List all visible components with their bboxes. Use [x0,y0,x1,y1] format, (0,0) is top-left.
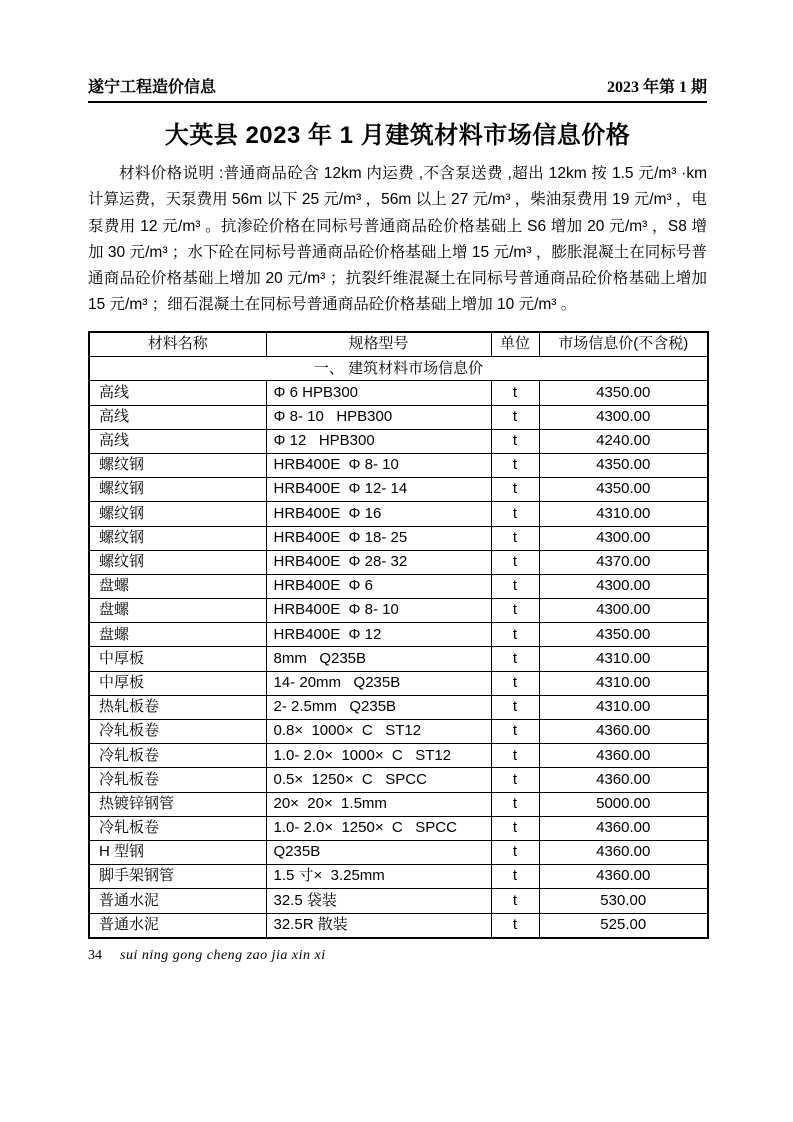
spec-cell: HRB400E Φ 12- 14 [266,478,491,502]
price-cell: 4350.00 [539,478,708,502]
material-name-cell: 螺纹钢 [89,526,266,550]
material-name-cell: 高线 [89,429,266,453]
spec-cell: HRB400E Φ 8- 10 [266,453,491,477]
unit-cell: t [491,865,539,889]
material-name-cell: 盘螺 [89,599,266,623]
page-title: 大英县 2023 年 1 月建筑材料市场信息价格 [164,122,631,149]
table-row [89,865,708,889]
spec-cell: Q235B [266,840,491,864]
spec-cell: Φ 12 HPB300 [266,429,491,453]
unit-cell: t [491,889,539,913]
page-footer [88,948,707,964]
spec-cell: 1.5 寸× 3.25mm [266,865,491,889]
table-row [89,816,708,840]
spec-cell: HRB400E Φ 18- 25 [266,526,491,550]
page-number: 34 [88,948,102,963]
price-cell: 5000.00 [539,792,708,816]
price-cell: 4300.00 [539,405,708,429]
price-cell: 4310.00 [539,502,708,526]
price-cell: 4350.00 [539,381,708,405]
price-cell: 4350.00 [539,623,708,647]
table-row [89,768,708,792]
material-name-cell: 盘螺 [89,574,266,598]
table-row [89,623,708,647]
table-row [89,502,708,526]
table-row [89,840,708,864]
col-header-price: 市场信息价(不含税) [539,332,708,357]
col-header-spec: 规格型号 [266,332,491,357]
unit-cell: t [491,405,539,429]
unit-cell: t [491,526,539,550]
table-row [89,720,708,744]
table-row [89,574,708,598]
table-row [89,381,708,405]
spec-cell: 0.5× 1250× C SPCC [266,768,491,792]
spec-cell: 32.5R 散装 [266,913,491,938]
unit-cell: t [491,453,539,477]
unit-cell: t [491,913,539,938]
material-name-cell: 中厚板 [89,671,266,695]
price-cell: 4370.00 [539,550,708,574]
material-name-cell: 冷轧板卷 [89,720,266,744]
price-cell: 4300.00 [539,599,708,623]
section-row [89,357,708,381]
price-cell: 4300.00 [539,526,708,550]
price-cell: 4360.00 [539,744,708,768]
unit-cell: t [491,816,539,840]
table-row [89,550,708,574]
table-header-row [89,332,708,357]
col-header-unit: 单位 [491,332,539,357]
price-cell: 4240.00 [539,429,708,453]
price-table-wrapper [88,331,707,939]
header-rule [88,101,707,103]
unit-cell: t [491,574,539,598]
spec-cell: 32.5 袋装 [266,889,491,913]
material-name-cell: 冷轧板卷 [89,816,266,840]
unit-cell: t [491,695,539,719]
table-row [89,526,708,550]
price-cell: 4360.00 [539,768,708,792]
price-cell: 4310.00 [539,671,708,695]
material-name-cell: 螺纹钢 [89,478,266,502]
section-title: 一、 建筑材料市场信息价 [89,357,708,381]
unit-cell: t [491,381,539,405]
price-cell: 4360.00 [539,720,708,744]
table-row [89,453,708,477]
intro-paragraph: 材料价格说明 :普通商品砼含 12km 内运费 ,不含泵送费 ,超出 12km 按 1.5 元/m³ ·km 计算运费，天泵费用 56m 以下 25 元/m³ ，56m 以上 27 元/m³ ，柴油泵费用 19 元/m³ ，电泵费用 12 元/m³ 。抗渗砼价格在同标号普通商品砼价格基础上 S6 增加 20 元/m³ ，S8 增加 30 元/m³ ；水下砼在同标号普通商品砼价格基础上增 15 元/m³ ，膨胀混凝土在同标号普通商品砼价格基础上增加 20 元/m³ ；抗裂纤维混凝土在同标号普通商品砼价格基础上增加 15 元/m³ ；细石混凝土在同标号普通商品砼价格基础上增加 10 元/m³ 。 [88,165,707,314]
material-name-cell: 螺纹钢 [89,453,266,477]
journal-title: 遂宁工程造价信息 [88,79,217,96]
table-row [89,405,708,429]
material-name-cell: 螺纹钢 [89,502,266,526]
price-cell: 4310.00 [539,647,708,671]
table-row [89,647,708,671]
spec-cell: 8mm Q235B [266,647,491,671]
material-name-cell: 中厚板 [89,647,266,671]
table-row [89,913,708,938]
spec-cell: HRB400E Φ 28- 32 [266,550,491,574]
unit-cell: t [491,768,539,792]
unit-cell: t [491,792,539,816]
unit-cell: t [491,671,539,695]
unit-cell: t [491,478,539,502]
table-row [89,695,708,719]
material-name-cell: 高线 [89,381,266,405]
table-row [89,744,708,768]
table-row [89,889,708,913]
price-cell: 4360.00 [539,840,708,864]
material-name-cell: 冷轧板卷 [89,768,266,792]
material-name-cell: 普通水泥 [89,889,266,913]
table-row [89,792,708,816]
spec-cell: HRB400E Φ 6 [266,574,491,598]
table-row [89,671,708,695]
unit-cell: t [491,720,539,744]
spec-cell: 1.0- 2.0× 1000× C ST12 [266,744,491,768]
table-row [89,478,708,502]
material-name-cell: 热镀锌钢管 [89,792,266,816]
issue-label: 2023 年第 1 期 [606,79,707,96]
table-row [89,599,708,623]
unit-cell: t [491,744,539,768]
unit-cell: t [491,502,539,526]
price-cell: 4360.00 [539,865,708,889]
material-name-cell: 盘螺 [89,623,266,647]
material-name-cell: 高线 [89,405,266,429]
page-header [88,74,707,97]
spec-cell: HRB400E Φ 16 [266,502,491,526]
material-name-cell: 螺纹钢 [89,550,266,574]
running-title: sui ning gong cheng zao jia xin xi [120,948,326,963]
spec-cell: 20× 20× 1.5mm [266,792,491,816]
spec-cell: Φ 6 HPB300 [266,381,491,405]
spec-cell: 2- 2.5mm Q235B [266,695,491,719]
price-cell: 530.00 [539,889,708,913]
spec-cell: 14- 20mm Q235B [266,671,491,695]
material-name-cell: 热轧板卷 [89,695,266,719]
material-name-cell: 脚手架钢管 [89,865,266,889]
table-row [89,429,708,453]
unit-cell: t [491,840,539,864]
spec-cell: Φ 8- 10 HPB300 [266,405,491,429]
unit-cell: t [491,429,539,453]
material-name-cell: 普通水泥 [89,913,266,938]
price-cell: 4350.00 [539,453,708,477]
spec-cell: 1.0- 2.0× 1250× C SPCC [266,816,491,840]
price-cell: 4360.00 [539,816,708,840]
price-cell: 525.00 [539,913,708,938]
spec-cell: HRB400E Φ 12 [266,623,491,647]
spec-cell: HRB400E Φ 8- 10 [266,599,491,623]
price-cell: 4310.00 [539,695,708,719]
price-table [88,331,709,939]
unit-cell: t [491,550,539,574]
material-name-cell: H 型钢 [89,840,266,864]
unit-cell: t [491,599,539,623]
unit-cell: t [491,623,539,647]
col-header-material: 材料名称 [89,332,266,357]
price-cell: 4300.00 [539,574,708,598]
spec-cell: 0.8× 1000× C ST12 [266,720,491,744]
unit-cell: t [491,647,539,671]
material-name-cell: 冷轧板卷 [89,744,266,768]
